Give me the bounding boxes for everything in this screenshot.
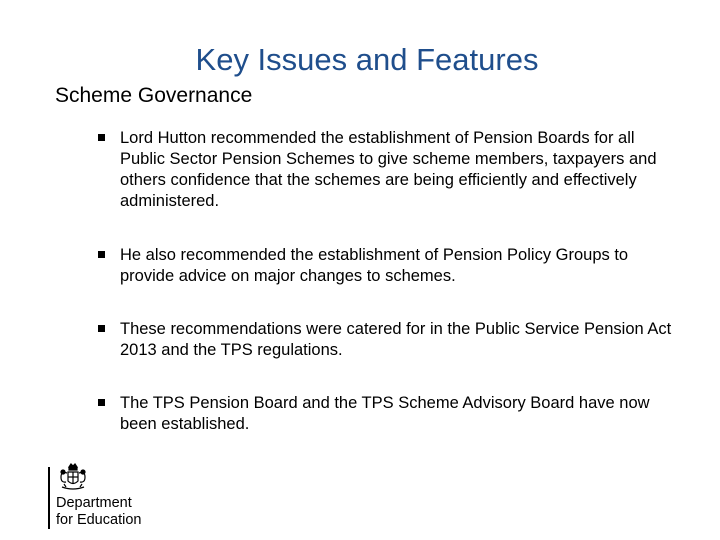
- logo-text-line1: Department: [56, 495, 132, 511]
- bullet-text: These recommendations were catered for in the Public Service Pension Act 2013 and the TPS regulations.: [120, 320, 672, 359]
- royal-crest-icon: [56, 463, 90, 493]
- bullet-item: [98, 128, 683, 212]
- bullet-marker-icon: [98, 134, 105, 141]
- bullet-text: He also recommended the establishment of Pension Policy Groups to provide advice on major changes to schemes.: [120, 246, 629, 285]
- logo-text-line2: for Education: [56, 512, 142, 528]
- slide-title: Key Issues and Features: [195, 42, 539, 77]
- department-logo: [48, 463, 168, 531]
- bullet-item: [98, 393, 683, 435]
- bullet-marker-icon: [98, 325, 105, 332]
- bullet-marker-icon: [98, 251, 105, 258]
- bullet-item: [98, 319, 683, 361]
- bullet-text: The TPS Pension Board and the TPS Scheme Advisory Board have now been established.: [120, 394, 650, 433]
- slide-subtitle: Scheme Governance: [55, 84, 253, 107]
- logo-text: [56, 495, 141, 529]
- bullet-item: [98, 245, 683, 287]
- bullet-marker-icon: [98, 399, 105, 406]
- logo-divider: [48, 467, 50, 529]
- bullet-text: Lord Hutton recommended the establishment of Pension Boards for all Public Sector Pension Schemes to give scheme members, taxpayers and others confidence that the schemes are being efficiently and effectively administered.: [120, 129, 657, 210]
